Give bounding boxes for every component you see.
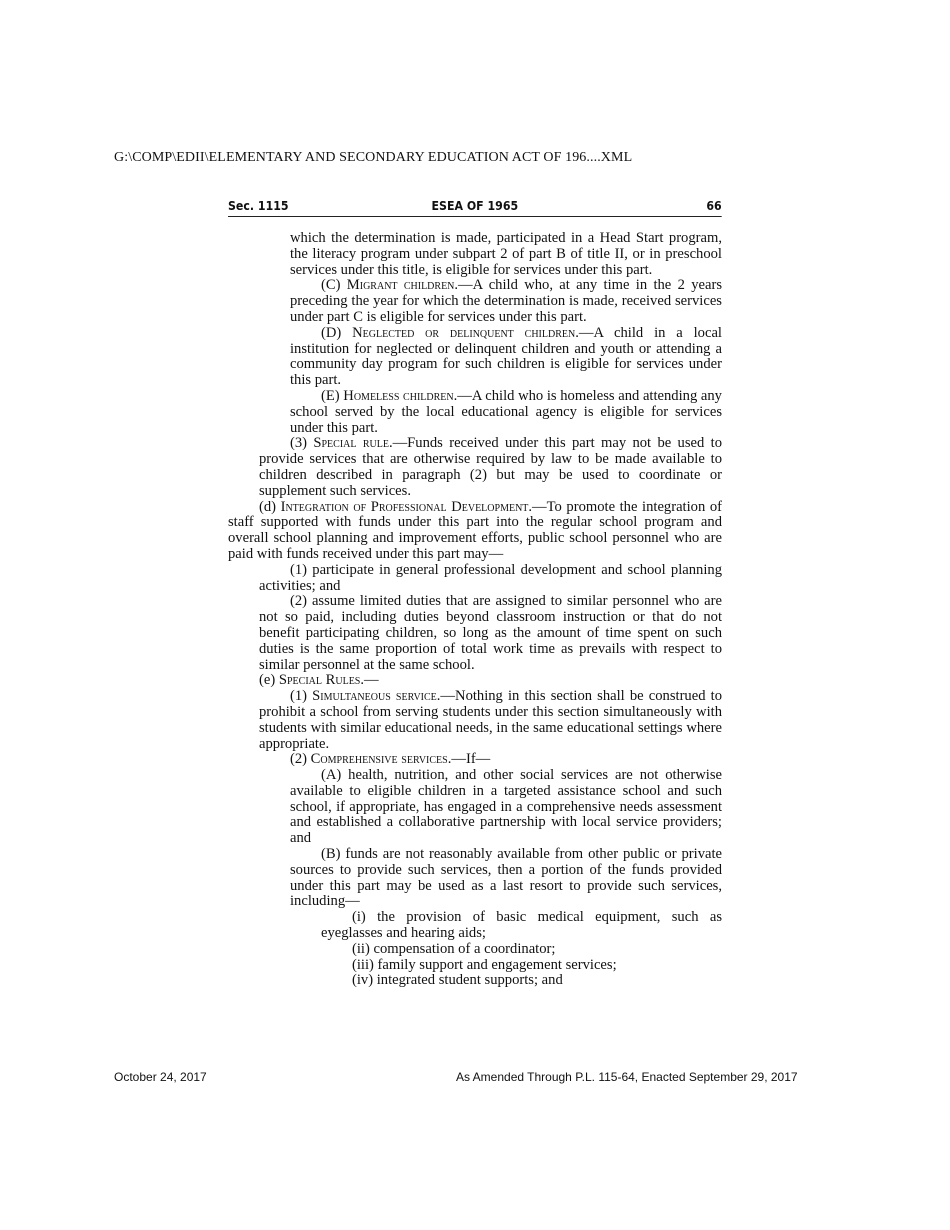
subsection-e-special-rules [228, 673, 722, 689]
heading: Integration of Professional Development [280, 498, 529, 515]
footer-date: October 24, 2017 [114, 1070, 207, 1084]
subparagraph-a-health: (A) health, nutrition, and other social services are not otherwise available to eligible children in a targeted assistance school and such school, if appropriate, has engaged in a comprehensive needs assessment and established a collaborative partnership with local service providers; and [290, 767, 722, 847]
heading: Homeless children [343, 387, 454, 404]
paragraph-d1: (1) participate in general professional development and school planning activities; and [259, 561, 722, 594]
text: .—Funds received under this part may not be used to provide services that are otherwise required by law to be made available to children described in paragraph (2) but may be used to coordinate or supplement such services. [259, 435, 722, 499]
label: (e) [259, 672, 279, 689]
paragraph-d2: (2) assume limited duties that are assigned to similar personnel who are not so paid, including duties beyond classroom instruction or that do not benefit participating children, so long as the amount of time spent on such duties is the same proportion of total work time as prevails with respect to similar personnel at the same school. [259, 593, 722, 673]
text: .—If— [447, 751, 491, 768]
page-number: 66 [706, 198, 722, 213]
label: (2) [290, 751, 311, 768]
section-number: Sec. 1115 [228, 198, 289, 213]
clause-ii: (ii) compensation of a coordinator; [352, 940, 556, 957]
label: (D) [321, 324, 353, 341]
clause-iii: (iii) family support and engagement services; [352, 956, 617, 973]
subparagraph-b-funds: (B) funds are not reasonably available from other public or private sources to provide such services, then a portion of the funds provided under this part may be used as a last resort to provide such services, including— [290, 846, 722, 910]
label: (d) [259, 498, 281, 515]
file-path: G:\COMP\EDII\ELEMENTARY AND SECONDARY EDUCATION ACT OF 196....XML [114, 150, 633, 165]
paragraph-e1-simultaneous [259, 689, 722, 752]
subparagraph-e-homeless [290, 389, 722, 436]
clause-iv: (iv) integrated student supports; and [352, 972, 563, 989]
subparagraph-c-migrant [290, 278, 722, 325]
subparagraph-d-neglected [290, 326, 722, 389]
footer-amended: As Amended Through P.L. 115-64, Enacted September 29, 2017 [456, 1070, 798, 1084]
text: .—A child who, at any time in the 2 years preceding the year for which the determination is made, received services under part C is eligible for services under this part. [290, 277, 722, 325]
subsection-d-integration [228, 500, 722, 563]
heading: Special rule [313, 435, 389, 452]
act-title: ESEA OF 1965 [431, 198, 519, 213]
heading: Neglected or delinquent children [352, 324, 576, 341]
heading: Simultaneous service [312, 688, 437, 705]
statute-body [228, 231, 722, 989]
heading: Special Rules [278, 672, 361, 689]
paragraph-e2-comprehensive [259, 752, 722, 768]
text: .— [360, 672, 379, 689]
heading: Migrant children [346, 277, 455, 294]
label: (C) [321, 277, 347, 294]
text: .—To promote the integration of staff supported with funds under this part into the regular school program and overall school planning and improvement efforts, public school personnel who are paid with funds received under this part may— [228, 498, 722, 562]
label: (3) [290, 435, 314, 452]
text: .—A child who is homeless and attending any school served by the local educational agency is eligible for services under this part. [290, 387, 722, 436]
clause-i: (i) the provision of basic medical equipment, such as eyeglasses and hearing aids; [321, 909, 722, 942]
paragraph-continuation: which the determination is made, participated in a Head Start program, the literacy program under subpart 2 of part B of title II, or in preschool services under this title, is eligible for services under this part. [290, 230, 722, 278]
label: (1) [290, 688, 313, 705]
label: (E) [321, 387, 344, 404]
paragraph-3-special-rule [259, 436, 722, 499]
text: .—Nothing in this section shall be construed to prohibit a school from serving students under this section simultaneously with students with similar educational needs, in the same educational settings where appropriate. [259, 688, 722, 752]
text: .—A child in a local institution for neglected or delinquent children and youth or attending a community day program for such children is eligible for services under this part. [290, 324, 722, 389]
running-head [228, 198, 722, 217]
heading: Comprehensive services [310, 751, 448, 768]
